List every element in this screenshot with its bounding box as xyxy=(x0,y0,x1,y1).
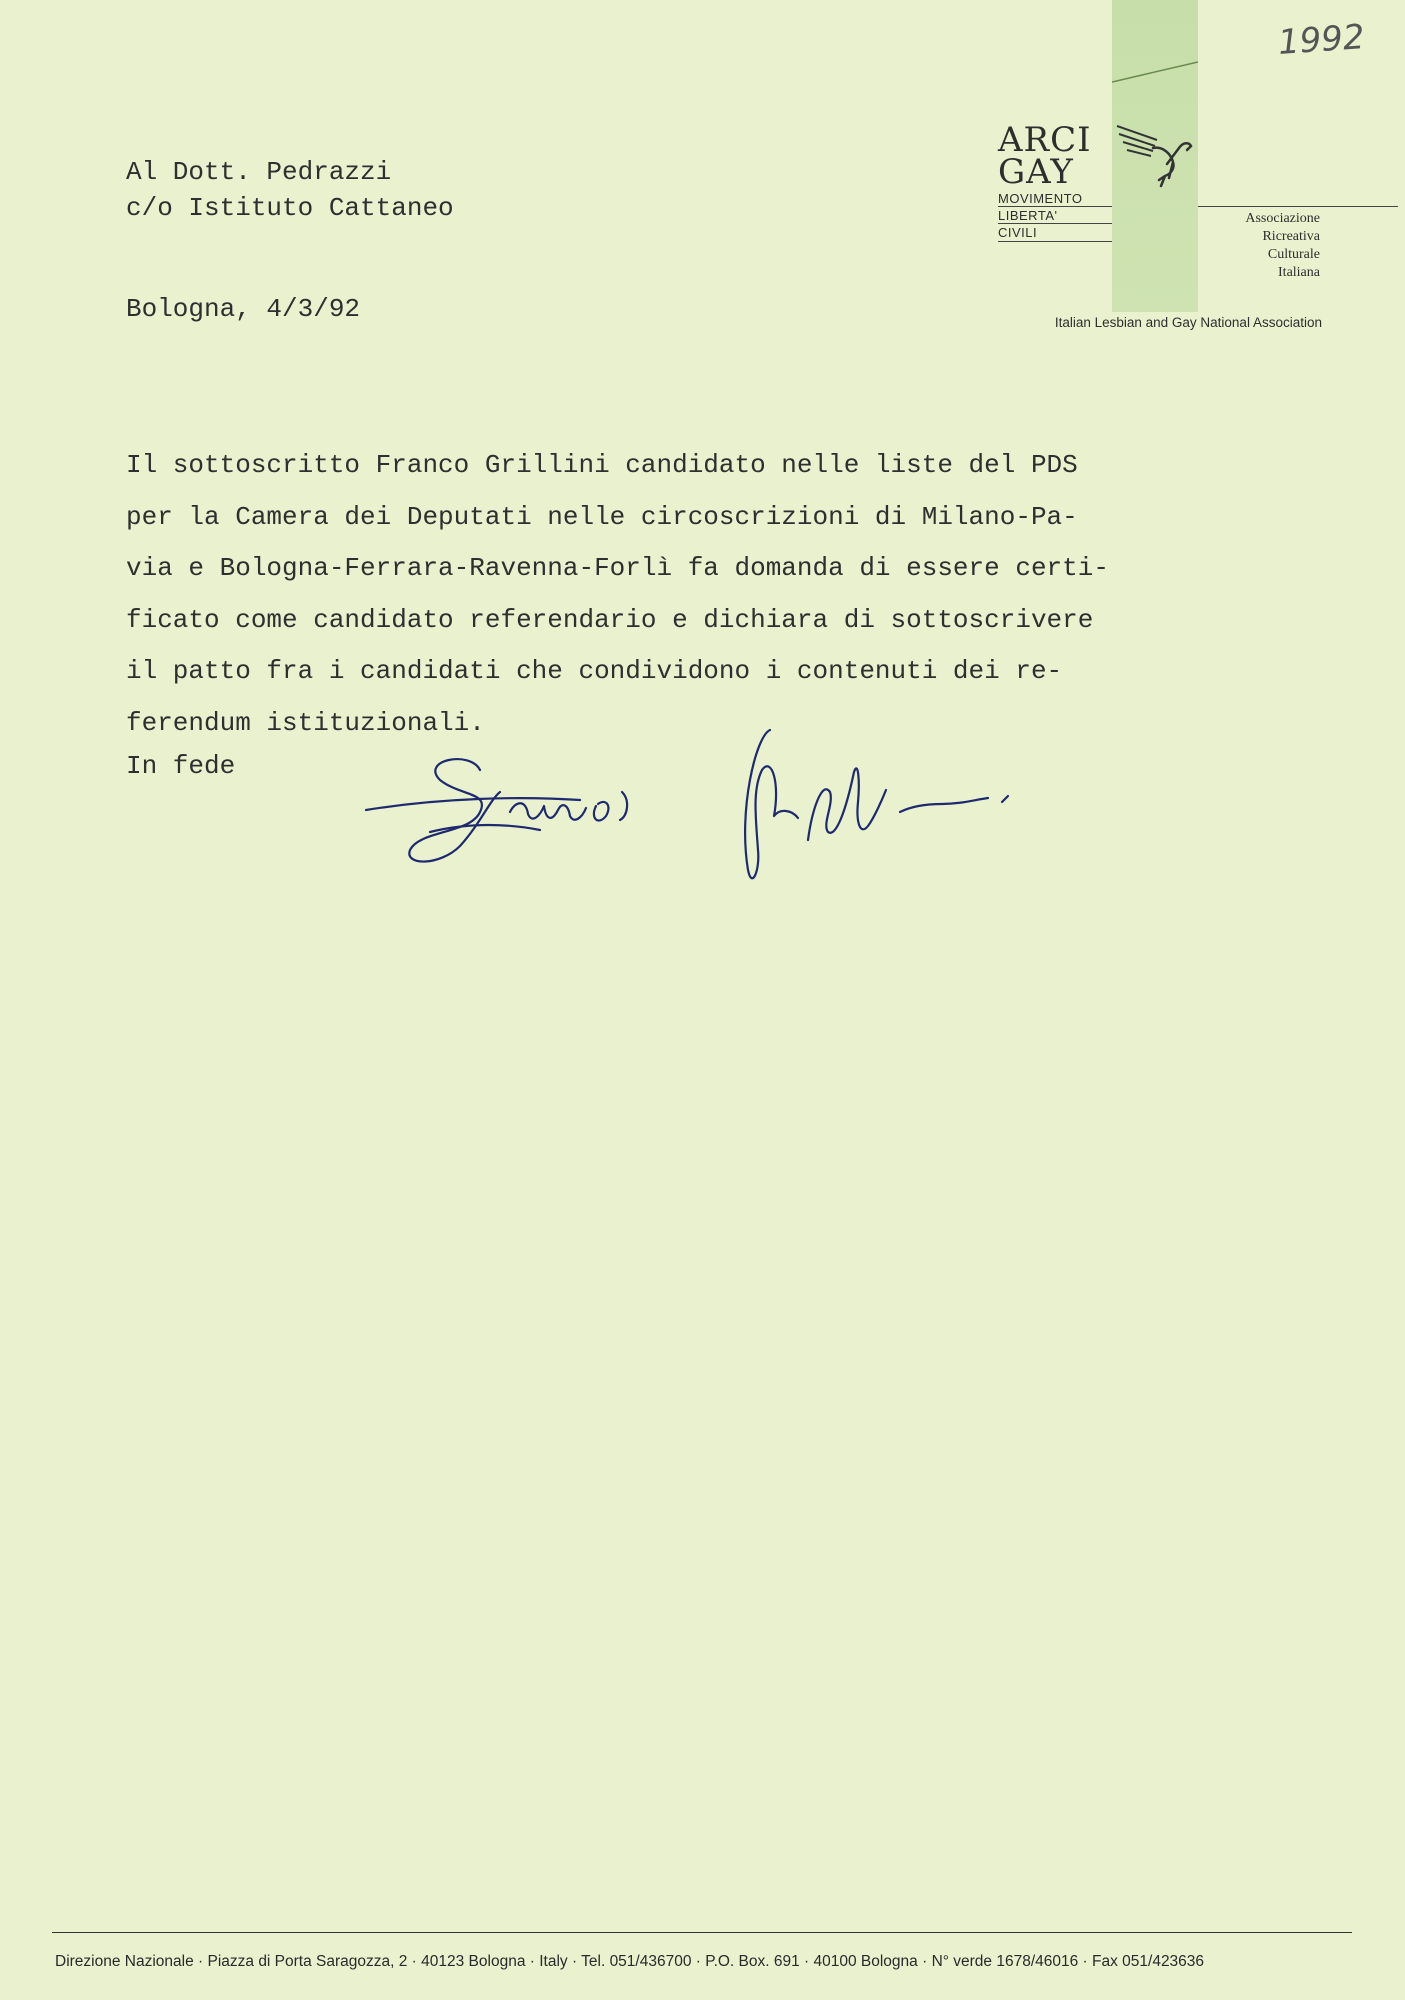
association-line-1: Associazione xyxy=(1245,211,1320,226)
logo-sub-line-3: CIVILI xyxy=(998,225,1038,240)
logo-divider-1 xyxy=(998,206,1112,207)
association-divider xyxy=(1198,206,1398,207)
band-diagonal-line xyxy=(1112,60,1198,84)
footer-address: Direzione Nazionale · Piazza di Porta Saragozza, 2 · 40123 Bologna · Italy · Tel. 051/436700 · P.O. Box. 691 · 40100 Bologna · N° verde 1678/46016 · Fax 051/423636 xyxy=(55,1953,1205,1970)
recipient-institution: c/o Istituto Cattaneo xyxy=(126,193,454,223)
body-line: ferendum istituzionali. xyxy=(126,707,485,738)
logo-divider-2 xyxy=(998,223,1112,224)
logo-arci-text: ARCI xyxy=(998,120,1092,160)
logo-sub-line-2: LIBERTA' xyxy=(998,208,1058,223)
association-line-2: Ricreativa xyxy=(1262,229,1320,244)
association-line-3: Culturale xyxy=(1267,247,1320,262)
logo-gay-text: GAY xyxy=(998,152,1074,192)
national-association-label: Italian Lesbian and Gay National Association xyxy=(1054,315,1322,330)
body-line: il patto fra i candidati che condividono i contenuti dei re- xyxy=(126,656,1063,686)
handwritten-year-note: 1992 xyxy=(1276,17,1366,63)
body-line: ficato come candidato referendario e dichiara di sottoscrivere xyxy=(126,604,1094,635)
association-line-4: Italiana xyxy=(1278,265,1320,280)
pegasus-logo-icon xyxy=(1115,118,1195,188)
handwritten-signature xyxy=(360,700,1100,910)
body-line: per la Camera dei Deputati nelle circoscrizioni di Milano-Pa- xyxy=(126,501,1078,532)
recipient-name: Al Dott. Pedrazzi xyxy=(126,157,392,187)
body-line: Il sottoscritto Franco Grillini candidato nelle liste del PDS xyxy=(126,450,1078,480)
footer-divider xyxy=(52,1932,1352,1933)
letter-date: Bologna, 4/3/92 xyxy=(126,294,361,324)
logo-sub-line-1: MOVIMENTO xyxy=(998,191,1083,206)
closing-phrase: In fede xyxy=(126,751,236,781)
logo-divider-3 xyxy=(998,241,1112,242)
body-line: via e Bologna-Ferrara-Ravenna-Forlì fa domanda di essere certi- xyxy=(126,553,1109,583)
